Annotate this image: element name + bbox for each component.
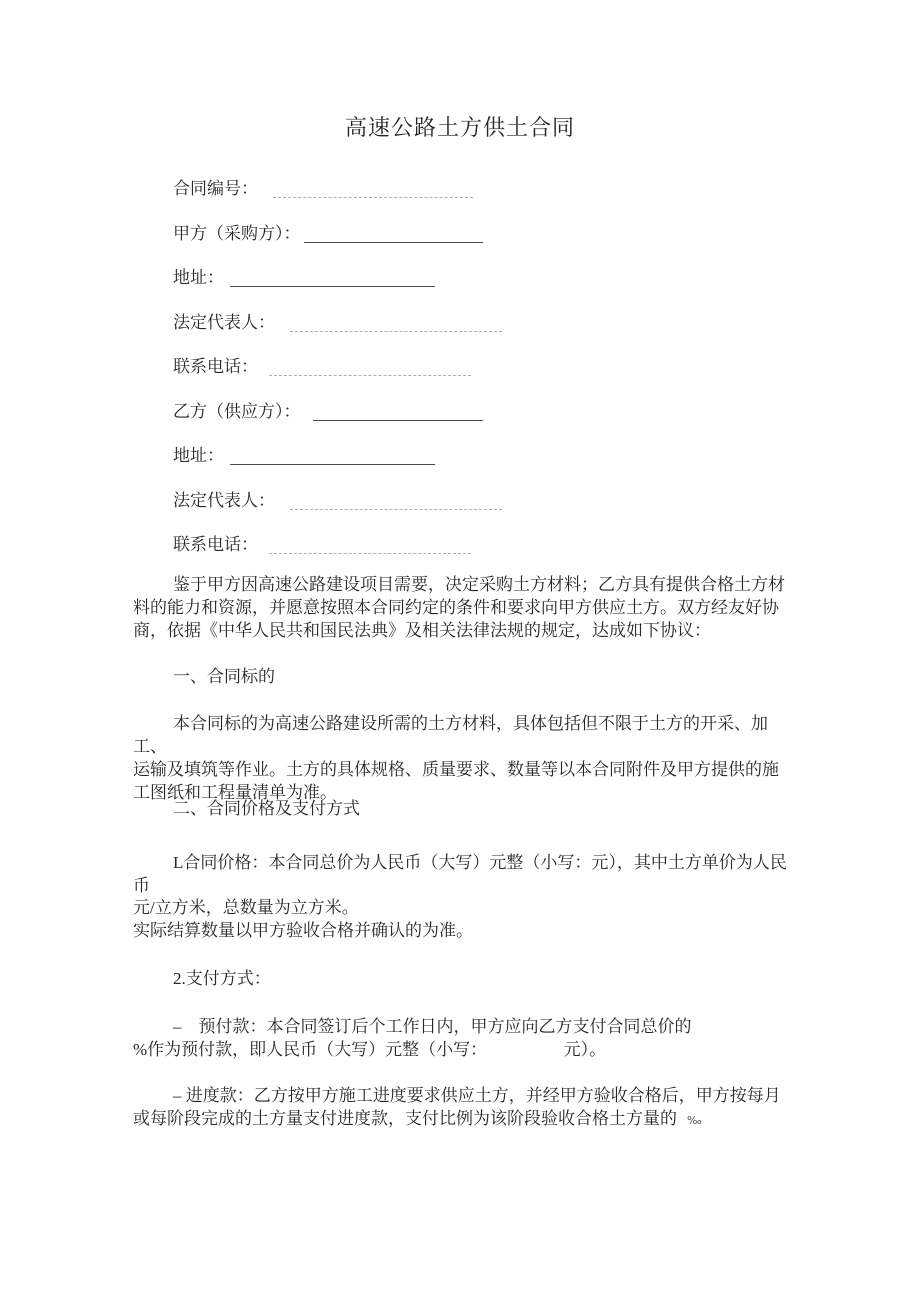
- text-line: 实际结算数量以甲方验收合格并确认的为准。: [133, 920, 473, 940]
- field-contract-number: [173, 180, 773, 198]
- field-label: 地址：: [173, 268, 224, 287]
- text-line: 运输及填筑等作业。土方的具体规格、质量要求、数量等以本合同附件及甲方提供的施: [133, 760, 779, 779]
- field-party-a-phone: [173, 358, 773, 376]
- blank-underline: [273, 182, 473, 198]
- text-line: 料的能力和资源，并愿意按照本合同约定的条件和要求向甲方供应土方。双方经友好协: [133, 598, 779, 617]
- field-party-b-legal-representative: [173, 492, 773, 510]
- text-line: – 进度款：乙方按甲方施工进度要求供应土方，并经甲方验收合格后，甲方按每月: [173, 1086, 781, 1105]
- field-party-a: [173, 225, 773, 243]
- text-line: 鉴于甲方因高速公路建设项目需要，决定采购土方材料；乙方具有提供合格土方材: [173, 575, 785, 594]
- advance-payment-paragraph: [133, 1015, 795, 1061]
- contract-price-paragraph: [133, 852, 795, 942]
- blank-underline: [230, 449, 435, 465]
- text-line: L合同价格：本合同总价为人民币（大写）元整（小写：元），其中土方单价为人民: [173, 853, 787, 872]
- blank-underline: [290, 494, 502, 510]
- field-party-b-phone: [173, 536, 773, 554]
- field-label: 联系电话：: [173, 535, 258, 554]
- blank-underline: [313, 405, 483, 421]
- field-party-a-legal-representative: [173, 314, 773, 332]
- field-party-b-address: [173, 447, 773, 465]
- heading-text: 一、合同标的: [173, 667, 275, 686]
- field-label: 合同编号：: [173, 179, 258, 198]
- blank-underline: [290, 316, 502, 332]
- text-line: 工图纸和工程量清单为准。: [133, 783, 337, 802]
- field-label: 法定代表人：: [173, 312, 275, 332]
- blank-underline: [230, 271, 435, 287]
- preamble-paragraph: [133, 573, 795, 642]
- heading-text: 2.支付方式：: [173, 969, 271, 988]
- text-line: 商，依据《中华人民共和国民法典》及相关法律法规的规定，达成如下协议：: [133, 621, 711, 640]
- field-label: 法定代表人：: [173, 490, 275, 510]
- field-label: 乙方（供应方）：: [173, 401, 301, 421]
- text-line: [133, 1107, 795, 1132]
- section-2-heading: [133, 797, 795, 820]
- heading-text: 二、合同价格及支付方式: [173, 799, 360, 818]
- blank-underline: [304, 227, 483, 243]
- contract-header-fields: [173, 180, 773, 581]
- section-1-heading: [133, 665, 795, 688]
- field-label: 地址：: [173, 446, 224, 465]
- text-line: 币: [133, 875, 150, 895]
- text-line: 本合同标的为高速公路建设所需的土方材料，具体包括但不限于土方的开采、加工、: [133, 714, 768, 756]
- text-line-main: 或每阶段完成的土方量支付进度款，支付比例为该阶段验收合格土方量的: [133, 1109, 677, 1128]
- text-line: – 预付款：本合同签订后个工作日内，甲方应向乙方支付合同总价的: [173, 1017, 692, 1036]
- permille-symbol: ‰: [687, 1114, 702, 1127]
- text-line: 元/立方米，总数量为立方米。: [133, 898, 359, 918]
- section-1-paragraph: [133, 712, 795, 804]
- progress-payment-paragraph: [133, 1084, 795, 1132]
- text-line: %作为预付款，即人民币（大写）元整（小写： 元）。: [133, 1040, 607, 1059]
- blank-underline: [269, 360, 471, 376]
- field-party-b: [173, 403, 773, 421]
- page-title: 高速公路土方供土合同: [344, 115, 575, 140]
- blank-underline: [269, 538, 471, 554]
- field-label: 甲方（采购方）：: [173, 223, 301, 243]
- field-label: 联系电话：: [173, 357, 258, 376]
- field-party-a-address: [173, 269, 773, 287]
- payment-method-heading: [133, 967, 795, 990]
